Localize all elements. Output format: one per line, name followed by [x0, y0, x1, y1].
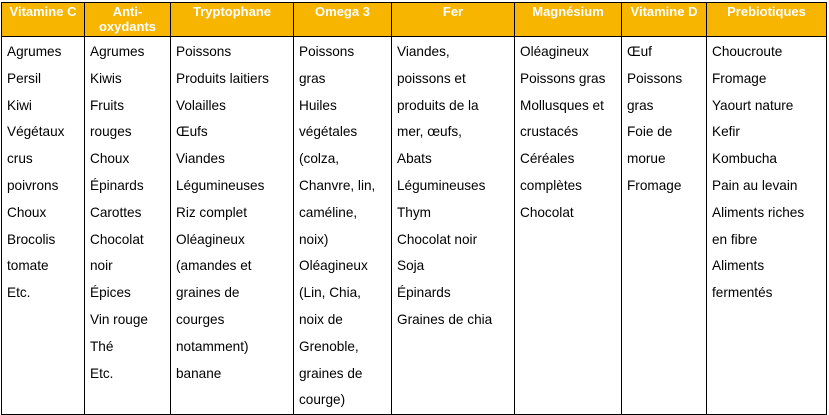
food-item: Choucroute	[712, 44, 783, 59]
food-item: végétales	[299, 124, 358, 140]
food-item: Céréales	[520, 151, 575, 167]
food-item: Chocolat noir	[397, 231, 478, 247]
food-item: Œufs	[176, 124, 208, 140]
food-item: rouges	[90, 124, 132, 140]
food-item: Poissons gras	[520, 70, 606, 86]
food-item: Fromage	[712, 70, 767, 86]
food-item: Mollusques et	[520, 97, 604, 113]
cell-magnesium	[515, 37, 622, 415]
food-item: (amandes et	[176, 258, 252, 274]
food-item: Viandes	[176, 151, 225, 167]
food-item: Soja	[397, 258, 425, 274]
cell-omega-3	[294, 37, 392, 415]
food-item: poissons et	[397, 70, 466, 86]
food-item: Carottes	[90, 204, 142, 220]
food-item: Aliments riches	[712, 204, 805, 220]
food-item: Foie de	[627, 124, 673, 140]
food-item: en fibre	[712, 231, 758, 247]
food-item: Etc.	[90, 365, 114, 381]
food-item: Viandes,	[397, 44, 450, 59]
food-item: Riz complet	[176, 204, 248, 220]
food-item: poivrons	[7, 177, 59, 193]
cell-fer	[392, 37, 515, 415]
food-item: crustacés	[520, 124, 579, 140]
food-item: Œuf	[627, 44, 652, 59]
food-item: courges	[176, 311, 225, 327]
food-item: Produits laitiers	[176, 70, 269, 86]
food-item: fermentés	[712, 285, 773, 301]
food-item: Oléagineux	[520, 44, 589, 59]
food-item: gras	[627, 97, 654, 113]
food-item: caméline,	[299, 204, 358, 220]
food-item: Épinards	[397, 285, 451, 301]
cell-vitamine-c	[2, 37, 85, 415]
food-item: Épinards	[90, 177, 144, 193]
food-item: courge)	[299, 392, 346, 408]
food-item: (Lin, Chia,	[299, 285, 361, 301]
food-item: Yaourt nature	[712, 97, 794, 113]
food-item: Chanvre, lin,	[299, 177, 376, 193]
food-item: Aliments	[712, 258, 765, 274]
header-prebiotiques: Prebiotiques	[707, 3, 827, 37]
cell-anti-oxydants	[85, 37, 171, 415]
header-row	[2, 3, 827, 37]
food-item: Graines de chia	[397, 311, 493, 327]
food-item: Volailles	[176, 97, 226, 113]
food-item: produits de la	[397, 97, 479, 113]
cell-vitamine-d	[622, 37, 707, 415]
food-item: noix)	[299, 231, 329, 247]
food-item: Oléagineux	[176, 231, 245, 247]
food-item: complètes	[520, 177, 582, 193]
food-item: noix de	[299, 311, 343, 327]
food-item: Poissons	[176, 44, 232, 59]
food-item: Thé	[90, 338, 114, 354]
header-anti-oxydants: Anti-oxydants	[85, 3, 171, 37]
food-item: Kombucha	[712, 151, 777, 167]
food-item: (colza,	[299, 151, 340, 167]
food-item: Végétaux	[7, 124, 65, 140]
food-item: Vin rouge	[90, 311, 148, 327]
header-fer: Fer	[392, 3, 515, 37]
food-item: Kiwi	[7, 97, 32, 113]
food-sources-row	[2, 37, 827, 415]
food-item: crus	[7, 151, 33, 167]
food-item: graines de	[176, 285, 240, 301]
food-item: Thym	[397, 204, 431, 220]
food-item: Huiles	[299, 97, 337, 113]
food-item: noir	[90, 258, 113, 274]
food-item: Chocolat	[90, 231, 144, 247]
header-omega-3: Omega 3	[294, 3, 392, 37]
food-item: morue	[627, 151, 666, 167]
header-tryptophane: Tryptophane	[171, 3, 294, 37]
food-item: mer, œufs,	[397, 124, 462, 140]
food-item: Poissons	[299, 44, 355, 59]
food-item: Choux	[90, 151, 130, 167]
food-item: Oléagineux	[299, 258, 368, 274]
food-item: Poissons	[627, 70, 683, 86]
food-item: Choux	[7, 204, 47, 220]
food-item: Pain au levain	[712, 177, 798, 193]
food-item: notamment)	[176, 338, 249, 354]
header-magnesium: Magnésium	[515, 3, 622, 37]
cell-tryptophane	[171, 37, 294, 415]
food-item: Kefir	[712, 124, 740, 140]
food-item: Etc.	[7, 285, 31, 301]
food-item: Persil	[7, 70, 41, 86]
header-vitamine-d: Vitamine D	[622, 3, 707, 37]
food-item: tomate	[7, 258, 49, 274]
food-item: Fromage	[627, 177, 682, 193]
cell-prebiotiques	[707, 37, 827, 415]
header-vitamine-c: Vitamine C	[2, 3, 85, 37]
food-item: Grenoble,	[299, 338, 359, 354]
food-item: Légumineuses	[176, 177, 265, 193]
food-item: Fruits	[90, 97, 124, 113]
food-item: Kiwis	[90, 70, 122, 86]
food-item: graines de	[299, 365, 363, 381]
food-item: banane	[176, 365, 222, 381]
food-item: Agrumes	[7, 44, 62, 59]
food-item: Abats	[397, 151, 432, 167]
nutrient-sources-table	[1, 2, 827, 415]
food-item: gras	[299, 70, 326, 86]
food-item: Brocolis	[7, 231, 56, 247]
food-item: Chocolat	[520, 204, 574, 220]
food-item: Épices	[90, 285, 131, 301]
food-item: Agrumes	[90, 44, 145, 59]
food-item: Légumineuses	[397, 177, 486, 193]
